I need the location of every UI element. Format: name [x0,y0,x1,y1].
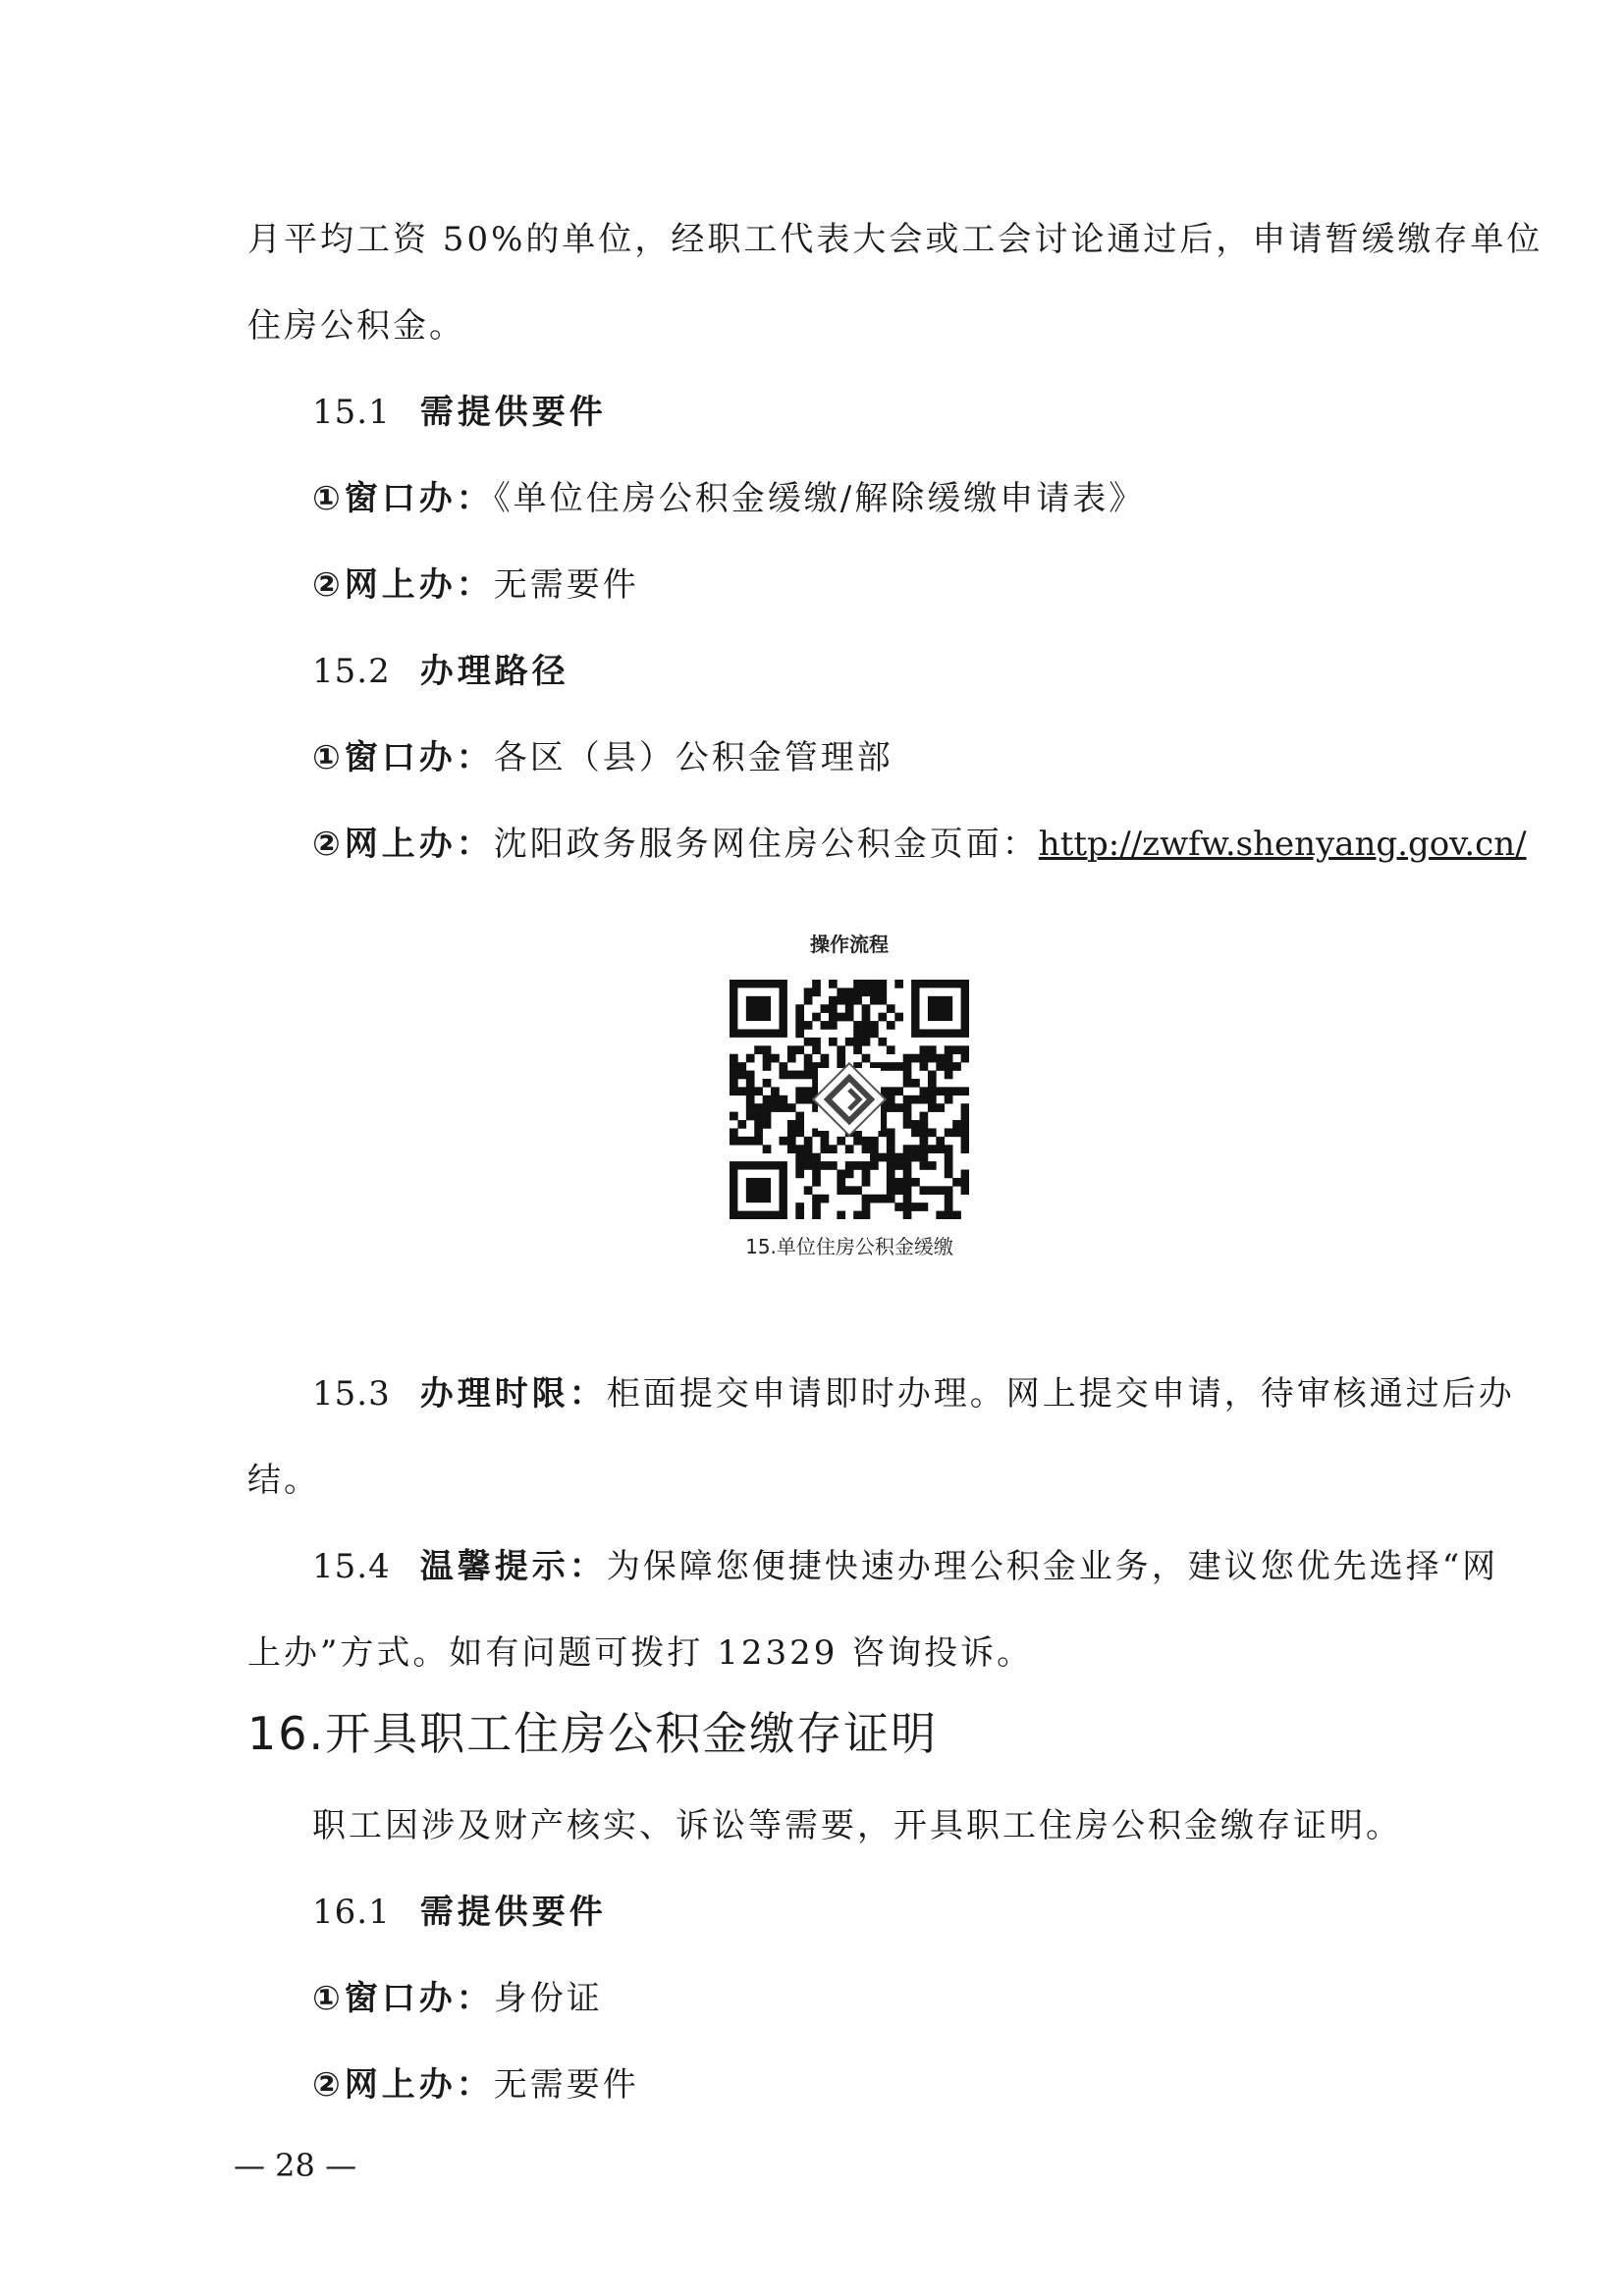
item-text: 无需要件 [493,565,639,605]
qr-code-image[interactable] [730,980,969,1219]
section-15-3 [312,1372,1515,1415]
paragraph-line: 上办”方式。如有问题可拨打 12329 咨询投诉。 [247,1633,1034,1673]
item-label: ②网上办： [312,825,494,864]
item-text: 沈阳政务服务网住房公积金页面： [493,825,1039,864]
item-label: ②网上办： [312,2065,494,2105]
section-15-4 [312,1545,1498,1588]
section-heading-15-1 [312,391,607,434]
item-text: 各区（县）公积金管理部 [493,738,893,777]
section-label: 温馨提示： [419,1547,607,1586]
qr-title: 操作流程 [810,933,889,956]
service-portal-link[interactable]: http://zwfw.shenyang.gov.cn/ [1038,825,1527,864]
item-text: 无需要件 [493,2065,639,2105]
paragraph-line: 月平均工资 50%的单位，经职工代表大会或工会讨论通过后，申请暂缓缴存单位 [247,220,1543,259]
section-number: 15.1 [312,393,391,432]
section-text: 柜面提交申请即时办理。网上提交申请，待审核通过后办 [606,1374,1515,1414]
paragraph-line: 住房公积金。 [247,306,465,346]
section-title: 需提供要件 [419,393,607,432]
list-item [312,736,893,779]
section-title: 需提供要件 [419,1893,607,1932]
item-label: ①窗口办： [312,479,494,518]
list-item [312,563,639,607]
list-item [312,477,1145,520]
paragraph-line: 结。 [247,1461,320,1500]
item-label: ①窗口办： [312,1979,494,2018]
section-number: 15.3 [312,1374,391,1414]
page-number: — 28 — [234,2147,357,2184]
item-text: 身份证 [493,1979,603,2018]
section-number: 15.4 [312,1547,391,1586]
item-label: ②网上办： [312,565,494,605]
section-title: 办理路径 [419,652,569,691]
section-number: 16.1 [312,1893,391,1932]
qr-code-block [687,931,1011,1260]
qr-caption: 15.单位住房公积金缓缴 [745,1235,953,1258]
section-heading-15-2 [312,650,569,693]
list-item [312,823,1527,866]
list-item [312,1977,603,2020]
section-heading-16-1 [312,1891,607,1934]
paragraph-line: 职工因涉及财产核实、诉讼等需要，开具职工住房公积金缴存证明。 [312,1806,1402,1845]
item-label: ①窗口办： [312,738,494,777]
section-text: 为保障您便捷快速办理公积金业务，建议您优先选择“网 [606,1547,1499,1586]
qr-logo-icon [813,1063,886,1136]
item-text: 《单位住房公积金缓缴/解除缓缴申请表》 [493,479,1146,518]
section-heading-16: 16.开具职工住房公积金缴存证明 [247,1707,939,1760]
section-number: 15.2 [312,652,391,691]
list-item [312,2063,639,2107]
section-label: 办理时限： [419,1374,607,1414]
